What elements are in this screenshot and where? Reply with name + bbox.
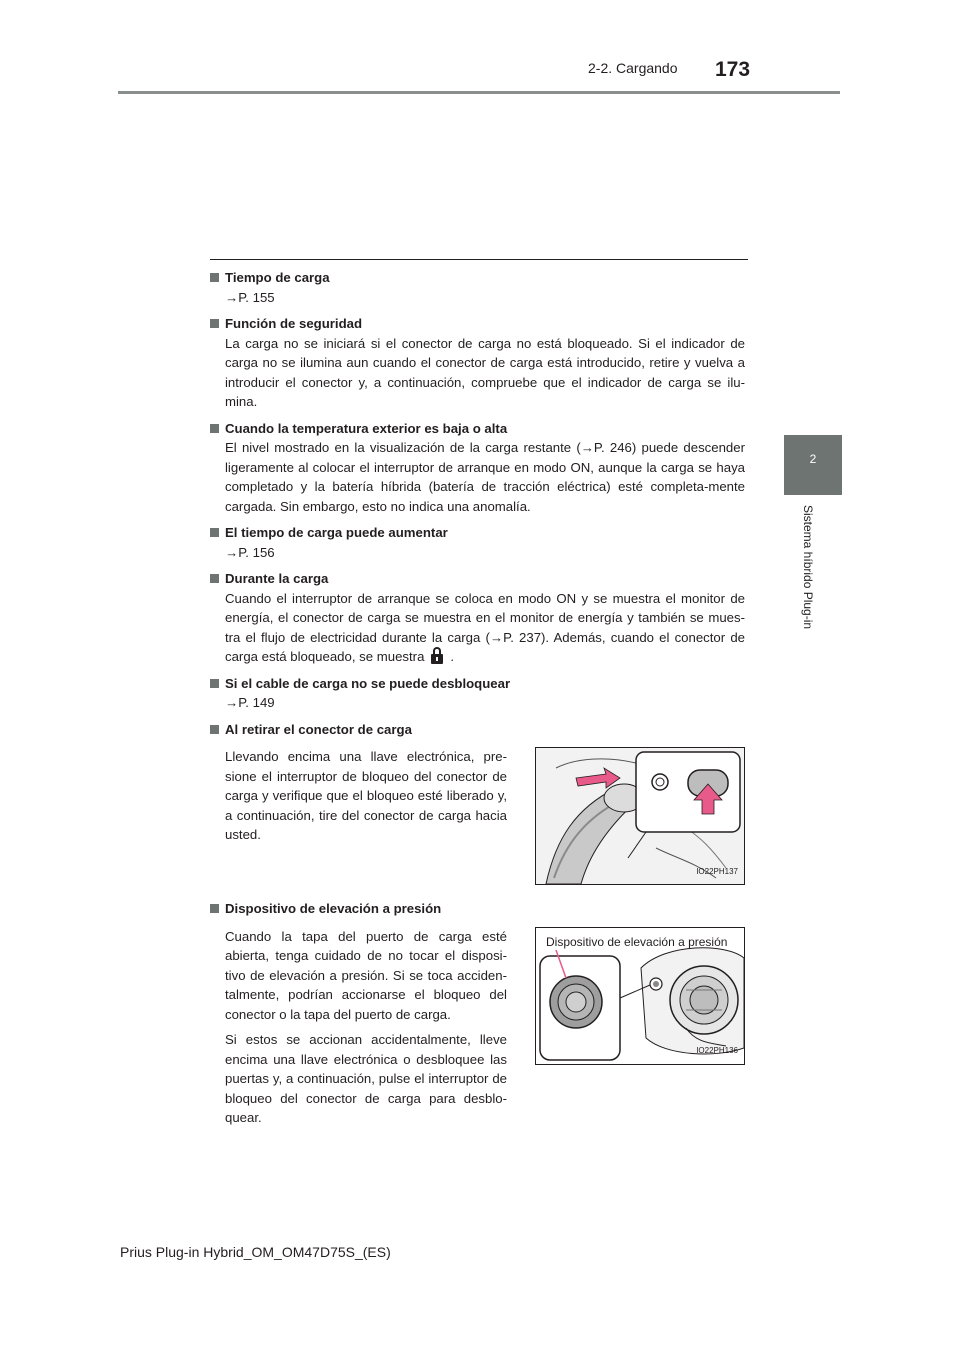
page-reference: →P. 156 — [225, 544, 275, 560]
item-body: Si estos se accionan accidentalmente, lleve encima una llave electrónica o desbloquee las puertas y, a continuación, pulse el interruptor de bloqueo del conector de carga para desblo-quear. — [225, 1032, 507, 1125]
item-dispositivo-elevacion — [210, 899, 745, 1134]
content-rule — [210, 259, 748, 260]
page-number: 173 — [715, 58, 751, 81]
bullet-square-icon — [210, 528, 219, 537]
manual-id: Prius Plug-in Hybrid_OM_OM47D75S_(ES) — [120, 1244, 391, 1260]
item-tiempo-aumentar — [210, 523, 745, 562]
item-title: Tiempo de carga — [225, 270, 330, 285]
figure-code: IO22PH137 — [696, 866, 738, 876]
item-title: Si el cable de carga no se puede desbloquear — [225, 675, 511, 691]
bullet-square-icon — [210, 273, 219, 282]
bullet-square-icon — [210, 725, 219, 734]
item-body: Cuando la tapa del puerto de carga esté abierta, tenga cuidado de no tocar el disposi-tivo de elevación a presión. Si se toca acciden-talmente, podrían accionarse el bloqueo del conector o la tapa del puerto de carga. — [225, 928, 507, 1022]
item-title: Función de seguridad — [225, 316, 363, 331]
bullet-square-icon — [210, 904, 219, 913]
item-body: La carga no se iniciará si el conector de carga no está bloqueado. Si el indicador de carga no se ilumina aun cuando el conector de carga está introducido, retire y vuelva a introducir el conector y, a continuación, compruebe que el indicador de carga se ilu-mina. — [225, 335, 745, 409]
item-title: Dispositivo de elevación a presión — [225, 901, 442, 916]
item-body-end: . — [450, 649, 455, 664]
item-title: El tiempo de carga puede aumentar — [225, 525, 448, 540]
figure-push-lift-device — [535, 927, 745, 1065]
bullet-square-icon — [210, 679, 219, 688]
bullet-square-icon — [210, 424, 219, 433]
item-title: Cuando la temperatura exterior es baja o alta — [225, 420, 508, 436]
content — [210, 268, 745, 1141]
figure-connector-removal — [535, 747, 745, 885]
item-body: El nivel mostrado en la visualización de la carga restante (→P. 246) puede descender ligeramente al colocar el interruptor de arranque en modo ON, aunque la carga se haya completado y la batería híbrida (batería de tracción eléctrica) esté completa-mente cargada. Sin embargo, esto no indica una anomalía. — [225, 440, 745, 514]
item-funcion-de-seguridad — [210, 314, 745, 412]
item-retirar-conector — [210, 720, 745, 886]
item-temperatura — [210, 419, 745, 517]
lock-icon — [430, 647, 444, 664]
page-reference: →P. 149 — [225, 695, 275, 710]
item-title: Al retirar el conector de carga — [225, 721, 412, 737]
item-desbloquear — [210, 674, 745, 713]
item-durante-la-carga — [210, 569, 745, 667]
header-rule — [118, 91, 840, 94]
figure-label: Dispositivo de elevación a presión — [546, 934, 728, 949]
figure-code: IO22PH136 — [696, 1046, 738, 1055]
bullet-square-icon — [210, 319, 219, 328]
page-reference: →P. 155 — [225, 289, 275, 305]
bullet-square-icon — [210, 574, 219, 583]
item-body: Llevando encima una llave electrónica, pre-sione el interruptor de bloqueo del conector de carga y verifique que el bloqueo esté liberado y, a continuación, tire del conector de carga hacia usted. — [225, 749, 507, 842]
item-body-text: Cuando el interruptor de arranque se coloca en modo ON y se muestra el monitor de energía, el conector de carga se muestra en el monitor de energía y también se mues-tra el flujo de electricidad durante la carga (→P. 237). Además, cuando el conector de carga está bloqueado, se muestra — [225, 590, 745, 664]
item-tiempo-de-carga — [210, 268, 745, 307]
chapter-title: Sistema híbrido Plug-in — [801, 505, 815, 630]
chapter-number: 2 — [809, 452, 817, 466]
item-body — [210, 589, 745, 667]
item-title: Durante la carga — [225, 571, 329, 586]
section-title: 2-2. Cargando — [588, 60, 678, 76]
